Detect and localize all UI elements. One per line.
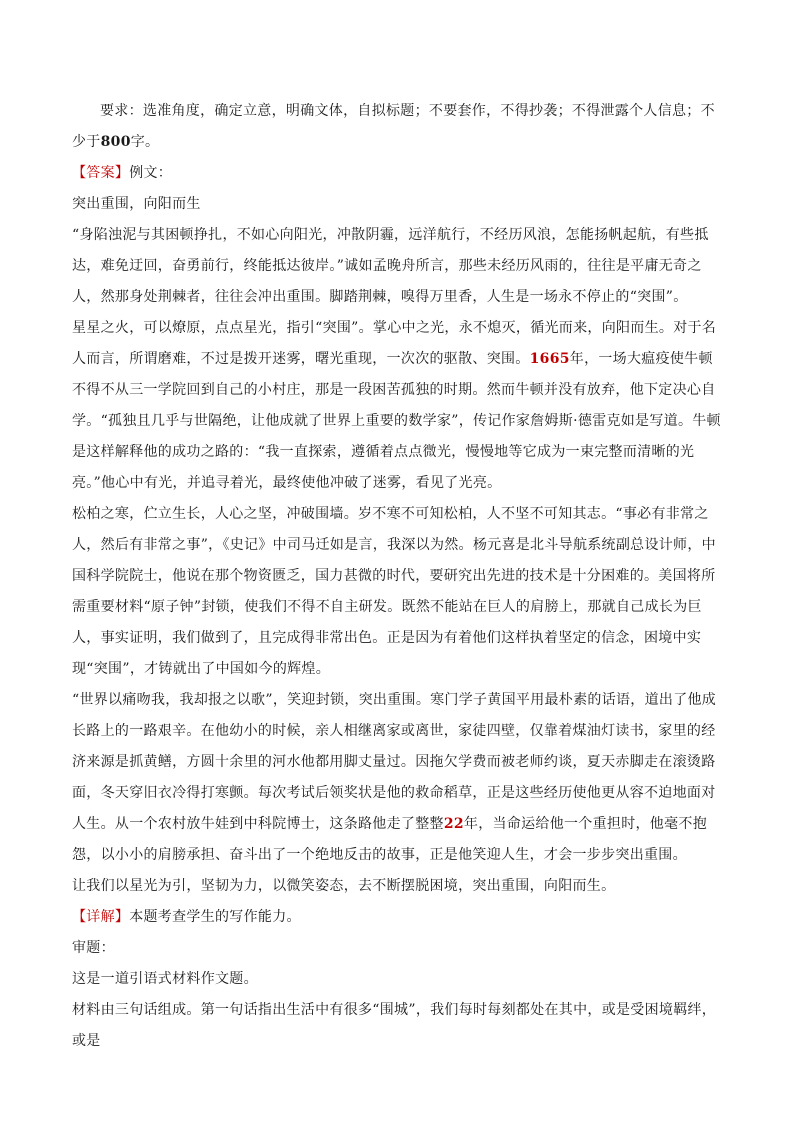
essay-paragraph-4 (72, 685, 722, 871)
review-heading: 审题： (72, 940, 115, 956)
requirement-paragraph (72, 96, 722, 158)
essay-paragraph-2 (72, 313, 722, 499)
essay-p4-part-b: 年，当命运给他一个重担时，他毫不抱怨，以小小的肩膀承担、奋斗出了一个绝地反击的故事，正是他笑迎人生，才会一步步突出重围。 (72, 816, 708, 863)
detail-text: 本题考查学生的写作能力。 (129, 909, 301, 925)
document-body (72, 96, 722, 1057)
answer-tag: 【答案】 (72, 165, 130, 181)
answer-label: 例文： (129, 165, 173, 181)
essay-paragraph-3: 松柏之寒，伫立生长，人心之坚，冲破围墙。岁不寒不可知松柏，人不坚不可知其志。“事必有非常之人，然后有非常之事”，《史记》中司马迁如是言，我深以为然。杨元喜是北斗导航系统副总设计师，中国科学院院士，他说在那个物资匮乏，国力甚微的时代，要研究出先进的技术是十分困难的。美国将所需重要材料“原子钟”封锁，使我们不得不自主研发。既然不能站在巨人的肩膀上，那就自己成长为巨人，事实证明，我们做到了，且完成得非常出色。正是因为有着他们这样执着坚定的信念，困境中实现“突围”，才铸就出了中国如今的辉煌。 (72, 506, 716, 677)
essay-year: 1665 (529, 351, 570, 367)
requirement-tail: 字。 (130, 134, 160, 150)
essay-title: 突出重围，向阳而生 (72, 196, 201, 212)
essay-years-count: 22 (443, 816, 464, 832)
review-line-2: 材料由三句话组成。第一句话指出生活中有很多“围城”，我们每时每刻都处在其中，或是受困境羁绊，或是 (72, 1002, 717, 1049)
word-count: 800 (100, 134, 131, 150)
essay-paragraph-5: 让我们以星光为引，坚韧为力，以微笑姿态，去不断摆脱困境，突出重围，向阳而生。 (72, 878, 616, 894)
answer-header (72, 158, 722, 189)
requirement-text: 要求：选准角度，确定立意，明确文体，自拟标题；不要套作，不得抄袭；不得泄露个人信息；不少于 (72, 103, 715, 150)
essay-p2-part-a: 星星之火，可以燎原，点点星光，指引“突围”。掌心中之光，永不熄灭，循光而来，向阳而生。对于名人而言，所谓磨难，不过是拨开迷雾，曙光重现，一次次的驱散、突围。 (72, 320, 717, 367)
essay-p4-part-a: “世界以痛吻我，我却报之以歌”，笑迎封锁，突出重围。寒门学子黄国平用最朴素的话语，道出了他成长路上的一路艰辛。在他幼小的时候，亲人相继离家或离世，家徒四壁，仅靠着煤油灯读书，家里的经济来源是抓黄鳝，方圆十余里的河水他都用脚丈量过。因拖欠学费而被老师约谈，夏天赤脚走在滚烫路面，冬天穿旧衣冷得打寒颤。每次考试后领奖状是他的救命稻草，正是这些经历使他更从容不迫地面对人生。从一个农村放牛娃到中科院博士，这条路他走了整整 (72, 692, 717, 832)
essay-p2-part-b: 年，一场大瘟疫使牛顿不得不从三一学院回到自己的小村庄，那是一段困苦孤独的时期。然而牛顿并没有放弃，他下定决心自学。“孤独且几乎与世隔绝，让他成就了世界上重要的数学家”，传记作家詹姆斯·德雷克如是写道。牛顿是这样解释他的成功之路的：“我一直探索，遵循着点点微光，慢慢地等它成为一束完整而清晰的光亮。”他心中有光，并追寻着光，最终使他冲破了迷雾，看见了光亮。 (72, 351, 721, 491)
detail-header (72, 902, 722, 933)
review-line-1: 这是一道引语式材料作文题。 (72, 971, 258, 987)
essay-paragraph-1: “身陷浊泥与其困顿挣扎，不如心向阳光，冲散阴霾，远洋航行，不经历风浪，怎能扬帆起航，有些抵达，难免迂回，奋勇前行，终能抵达彼岸。”诚如孟晚舟所言，那些未经历风雨的，往往是平庸无奇之人，然那身处荆棘者，往往会冲出重围。脚踏荆棘，嗅得万里香，人生是一场永不停止的“突围”。 (72, 227, 709, 305)
detail-tag: 【详解】 (72, 909, 130, 925)
